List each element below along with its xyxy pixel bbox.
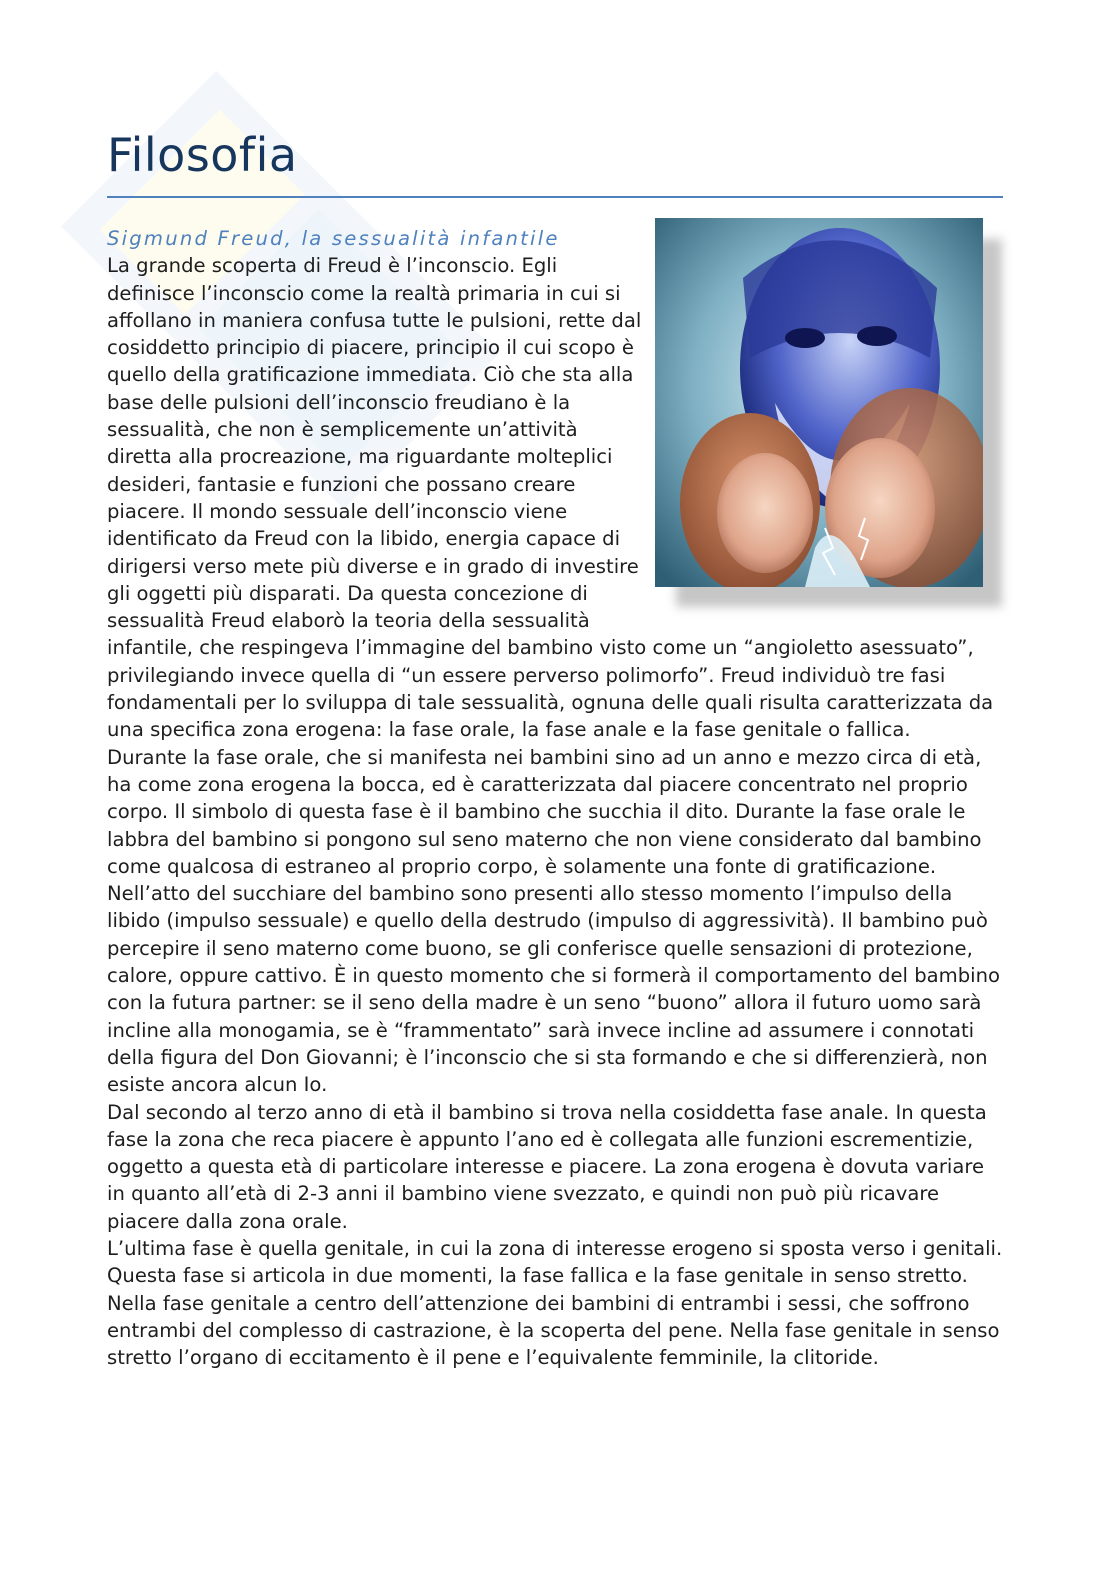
section-subtitle: Sigmund Freud, la sessualità infantile [107, 227, 560, 250]
paragraph-anal-phase: Dal secondo al terzo anno di età il bambino si trova nella cosiddetta fase anale. In questa fase la zona che reca piacere è appunto l’ano ed è collegata alle funzioni escrementizie, oggetto a questa età di particolare interesse e piacere. La zona erogena è dovuta variare in quanto all’età di 2-3 anni il bambino viene svezzato, e quindi non può più ricavare piacere dalla zona orale. [107, 1100, 987, 1233]
page-title: Filosofia [107, 128, 298, 182]
title-divider [107, 196, 1003, 198]
paragraph-intro: La grande scoperta di Freud è l’inconscio. Egli definisce l’inconscio come la realtà primaria in cui si affollano in maniera confusa tutte le pulsioni, rette dal cosiddetto principio di piacere, principio il cui scopo è quello della gratificazione immediata. Ciò che sta alla base delle pulsioni dell’inconscio freudiano è la sessualità, che non è semplicemente un’attività diretta alla procreazione, ma riguardante molteplici desideri, fantasie e funzioni che possano creare piacere. Il mondo sessuale dell’inconscio viene identificato da Freud con la libido, energia capace di dirigersi verso mete più diverse e in grado di investire gli oggetti più disparati. Da questa concezione di sessualità Freud elaborò la teoria della sessualità infantile, che respingeva l’immagine del bambino visto come un “angioletto asessuato”, privilegiando invece quella di “un essere perverso polimorfo”. Freud individuò tre fasi fondamentali per lo sviluppa di tale sessualità, ognuna delle quali risulta caratterizzata da una specifica zona erogena: la fase orale, la fase anale e la fase genitale o fallica. [107, 254, 994, 742]
paragraph-oral-phase: Durante la fase orale, che si manifesta nei bambini sino ad un anno e mezzo circa di età, ha come zona erogena la bocca, ed è caratterizzata dal piacere concentrato nel proprio corpo. Il simbolo di questa fase è il bambino che succhia il dito. Durante la fase orale le labbra del bambino si pongono sul seno materno che non viene considerato dal bambino come qualcosa di estraneo al proprio corpo, è solamente una fonte di gratificazione. Nell’atto del succhiare del bambino sono presenti allo stesso momento l’impulso della libido (impulso sessuale) e quello della destrudo (impulso di aggressività). Il bambino può percepire il seno materno come buono, se gli conferisce quelle sensazioni di protezione, calore, oppure cattivo. È in questo momento che si formerà il comportamento del bambino con la futura partner: se il seno della madre è un seno “buono” allora il futuro uomo sarà incline alla monogamia, se è “frammentato” sarà invece incline ad assumere i connotati della figura del Don Giovanni; è l’inconscio che si sta formando e che si differenzierà, non esiste ancora alcun Io. [107, 745, 1001, 1097]
paragraph-genital-phase: L’ultima fase è quella genitale, in cui la zona di interesse erogeno si sposta verso i genitali. Questa fase si articola in due momenti, la fase fallica e la fase genitale in senso stretto. Nella fase genitale a centro dell’attenzione dei bambini di entrambi i sessi, che soffrono entrambi del complesso di castrazione, è la scoperta del pene. Nella fase genitale in senso stretto l’organo di eccitamento è il pene e l’equivalente femminile, la clitoride. [107, 1236, 1003, 1370]
freud-figure [655, 218, 1007, 624]
document-body [107, 225, 1007, 1371]
freud-children-illustration [655, 218, 983, 587]
